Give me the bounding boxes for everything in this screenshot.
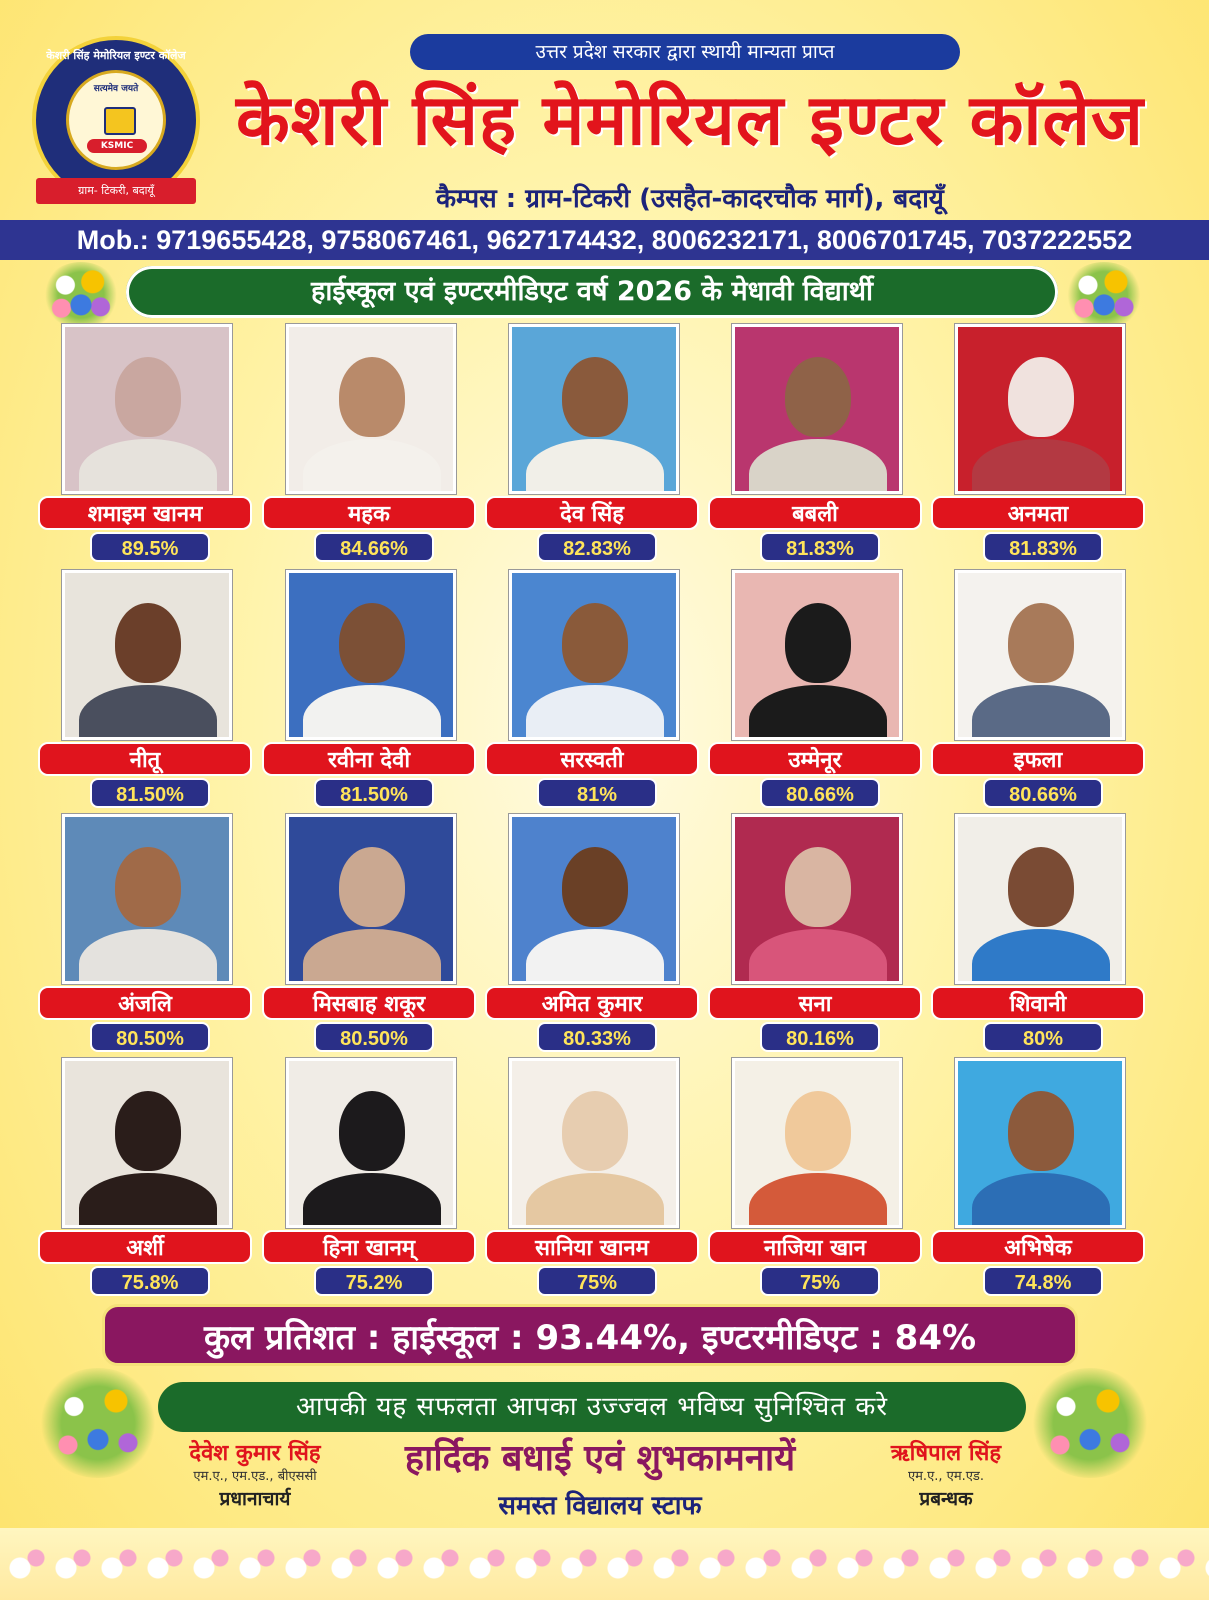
student-name: सरस्वती xyxy=(485,742,699,776)
student-card xyxy=(931,814,1153,1050)
student-photo-face xyxy=(1008,357,1074,437)
student-card xyxy=(262,324,484,560)
book-icon xyxy=(104,107,136,135)
student-card xyxy=(708,324,930,560)
student-photo-face xyxy=(115,357,181,437)
student-photo-shoulders xyxy=(79,685,217,740)
manager-name: ऋषिपाल सिंह xyxy=(890,1441,1002,1466)
student-name: शिवानी xyxy=(931,986,1145,1020)
student-percentage: 75.2% xyxy=(314,1266,434,1296)
student-name: सानिया खानम xyxy=(485,1230,699,1264)
student-card xyxy=(38,814,260,1050)
student-name: नीतू xyxy=(38,742,252,776)
student-name: अंजलि xyxy=(38,986,252,1020)
student-photo-shoulders xyxy=(749,929,887,984)
student-photo-face xyxy=(785,357,851,437)
student-name: नाजिया खान xyxy=(708,1230,922,1264)
student-photo-shoulders xyxy=(303,685,441,740)
student-percentage: 80.16% xyxy=(760,1022,880,1052)
student-percentage: 81.83% xyxy=(760,532,880,562)
student-card xyxy=(931,1058,1153,1294)
student-percentage: 75% xyxy=(760,1266,880,1296)
student-photo-shoulders xyxy=(303,439,441,494)
student-photo-face xyxy=(562,1091,628,1171)
student-photo xyxy=(62,324,232,494)
student-photo-shoulders xyxy=(303,929,441,984)
student-photo-face xyxy=(1008,1091,1074,1171)
student-photo-face xyxy=(562,847,628,927)
student-card xyxy=(262,570,484,806)
flower-decoration-icon xyxy=(42,262,120,328)
student-name: अमित कुमार xyxy=(485,986,699,1020)
student-photo xyxy=(732,324,902,494)
principal-block xyxy=(160,1440,350,1512)
student-photo-shoulders xyxy=(972,929,1110,984)
student-name: हिना खानम् xyxy=(262,1230,476,1264)
student-photo xyxy=(62,1058,232,1228)
student-photo-face xyxy=(1008,603,1074,683)
student-photo xyxy=(509,814,679,984)
logo-ribbon: ग्राम- टिकरी, बदायूँ xyxy=(36,178,196,204)
student-percentage: 80% xyxy=(983,1022,1103,1052)
student-photo-shoulders xyxy=(749,685,887,740)
student-percentage: 84.66% xyxy=(314,532,434,562)
student-name: महक xyxy=(262,496,476,530)
student-name: अभिषेक xyxy=(931,1230,1145,1264)
principal-name: देवेश कुमार सिंह xyxy=(189,1441,321,1466)
student-name: देव सिंह xyxy=(485,496,699,530)
manager-block xyxy=(866,1440,1026,1512)
student-photo-shoulders xyxy=(526,439,664,494)
student-photo-shoulders xyxy=(79,439,217,494)
student-card xyxy=(262,1058,484,1294)
student-photo-shoulders xyxy=(972,1173,1110,1228)
student-card xyxy=(931,570,1153,806)
student-photo-face xyxy=(339,847,405,927)
student-photo-face xyxy=(785,603,851,683)
logo-abbr: KSMIC xyxy=(87,139,147,153)
student-percentage: 81.50% xyxy=(314,778,434,808)
college-name: केशरी सिंह मेमोरियल इण्टर कॉलेज xyxy=(236,79,1144,161)
flower-decoration-icon xyxy=(1064,262,1144,328)
student-card xyxy=(485,814,707,1050)
student-name: बबली xyxy=(708,496,922,530)
flower-border-decoration xyxy=(0,1528,1209,1600)
student-name: इफला xyxy=(931,742,1145,776)
student-photo xyxy=(286,1058,456,1228)
student-name: मिसबाह शकूर xyxy=(262,986,476,1020)
student-photo-shoulders xyxy=(526,1173,664,1228)
student-card xyxy=(931,324,1153,560)
total-percentage: कुल प्रतिशत : हाईस्कूल : 93.44%, इण्टरमीडिएट : 84% xyxy=(102,1304,1078,1366)
student-percentage: 82.83% xyxy=(537,532,657,562)
principal-qualification: एम.ए., एम.एड., बीएससी xyxy=(193,1469,317,1484)
student-name: उम्मेनूर xyxy=(708,742,922,776)
flower-bouquet-icon xyxy=(1030,1368,1150,1478)
student-photo-face xyxy=(339,357,405,437)
student-photo-face xyxy=(562,603,628,683)
student-photo-face xyxy=(339,603,405,683)
student-card xyxy=(38,1058,260,1294)
student-photo xyxy=(955,324,1125,494)
student-photo-face xyxy=(785,1091,851,1171)
wish-message: आपकी यह सफलता आपका उज्ज्वल भविष्य सुनिश्चित करे xyxy=(158,1382,1026,1432)
student-percentage: 81% xyxy=(537,778,657,808)
manager-role: प्रबन्धक xyxy=(919,1488,973,1510)
student-photo-face xyxy=(785,847,851,927)
student-percentage: 81.50% xyxy=(90,778,210,808)
student-card xyxy=(485,570,707,806)
student-name: सना xyxy=(708,986,922,1020)
merit-title: हाईस्कूल एवं इण्टरमीडिएट वर्ष 2026 के मेधावी विद्यार्थी xyxy=(126,266,1058,318)
student-photo-shoulders xyxy=(972,439,1110,494)
manager-qualification: एम.ए., एम.एड. xyxy=(907,1469,985,1484)
student-card xyxy=(708,1058,930,1294)
student-photo-shoulders xyxy=(79,929,217,984)
principal-role: प्रधानाचार्य xyxy=(219,1488,291,1510)
student-photo xyxy=(509,570,679,740)
flower-bouquet-icon xyxy=(38,1368,158,1478)
student-photo-face xyxy=(115,603,181,683)
greeting-text: हार्दिक बधाई एवं शुभकामनायें xyxy=(404,1438,796,1479)
logo-ring-text: केशरी सिंह मेमोरियल इण्टर कॉलेज xyxy=(46,49,186,62)
student-photo-shoulders xyxy=(749,1173,887,1228)
student-card xyxy=(262,814,484,1050)
student-photo-shoulders xyxy=(526,929,664,984)
student-photo-face xyxy=(339,1091,405,1171)
mobile-numbers: Mob.: 9719655428, 9758067461, 9627174432, 8006232171, 8006701745, 7037222552 xyxy=(0,220,1209,260)
logo-motto: सत्यमेव जयते xyxy=(93,84,139,94)
staff-signature: समस्त विद्यालय स्टाफ xyxy=(498,1491,702,1521)
student-card xyxy=(708,570,930,806)
student-percentage: 89.5% xyxy=(90,532,210,562)
student-name: अनमता xyxy=(931,496,1145,530)
student-photo-shoulders xyxy=(526,685,664,740)
student-photo-shoulders xyxy=(972,685,1110,740)
student-photo xyxy=(955,814,1125,984)
student-photo xyxy=(286,324,456,494)
student-photo-shoulders xyxy=(79,1173,217,1228)
student-percentage: 80.50% xyxy=(90,1022,210,1052)
student-card xyxy=(485,324,707,560)
student-percentage: 80.66% xyxy=(760,778,880,808)
recognition-banner: उत्तर प्रदेश सरकार द्वारा स्थायी मान्यता प्राप्त xyxy=(410,34,960,70)
student-percentage: 74.8% xyxy=(983,1266,1103,1296)
student-photo xyxy=(286,570,456,740)
student-percentage: 75.8% xyxy=(90,1266,210,1296)
student-photo xyxy=(62,814,232,984)
student-percentage: 81.83% xyxy=(983,532,1103,562)
student-photo xyxy=(955,1058,1125,1228)
student-photo-face xyxy=(1008,847,1074,927)
student-photo xyxy=(286,814,456,984)
student-name: शमाइम खानम xyxy=(38,496,252,530)
student-photo-face xyxy=(115,847,181,927)
student-percentage: 80.66% xyxy=(983,778,1103,808)
student-card xyxy=(38,324,260,560)
logo-emblem xyxy=(66,70,166,170)
student-card xyxy=(708,814,930,1050)
student-card xyxy=(38,570,260,806)
student-photo-face xyxy=(115,1091,181,1171)
student-name: अर्शी xyxy=(38,1230,252,1264)
student-photo xyxy=(732,1058,902,1228)
student-percentage: 80.33% xyxy=(537,1022,657,1052)
student-photo xyxy=(509,324,679,494)
campus-address: कैम्पस : ग्राम-टिकरी (उसहैत-कादरचौक मार्ग), बदायूँ xyxy=(436,184,944,214)
student-photo xyxy=(509,1058,679,1228)
student-card xyxy=(485,1058,707,1294)
student-percentage: 75% xyxy=(537,1266,657,1296)
student-photo-shoulders xyxy=(749,439,887,494)
student-name: रवीना देवी xyxy=(262,742,476,776)
student-photo xyxy=(62,570,232,740)
student-photo-face xyxy=(562,357,628,437)
student-photo xyxy=(732,814,902,984)
student-photo xyxy=(955,570,1125,740)
student-photo-shoulders xyxy=(303,1173,441,1228)
student-percentage: 80.50% xyxy=(314,1022,434,1052)
student-photo xyxy=(732,570,902,740)
